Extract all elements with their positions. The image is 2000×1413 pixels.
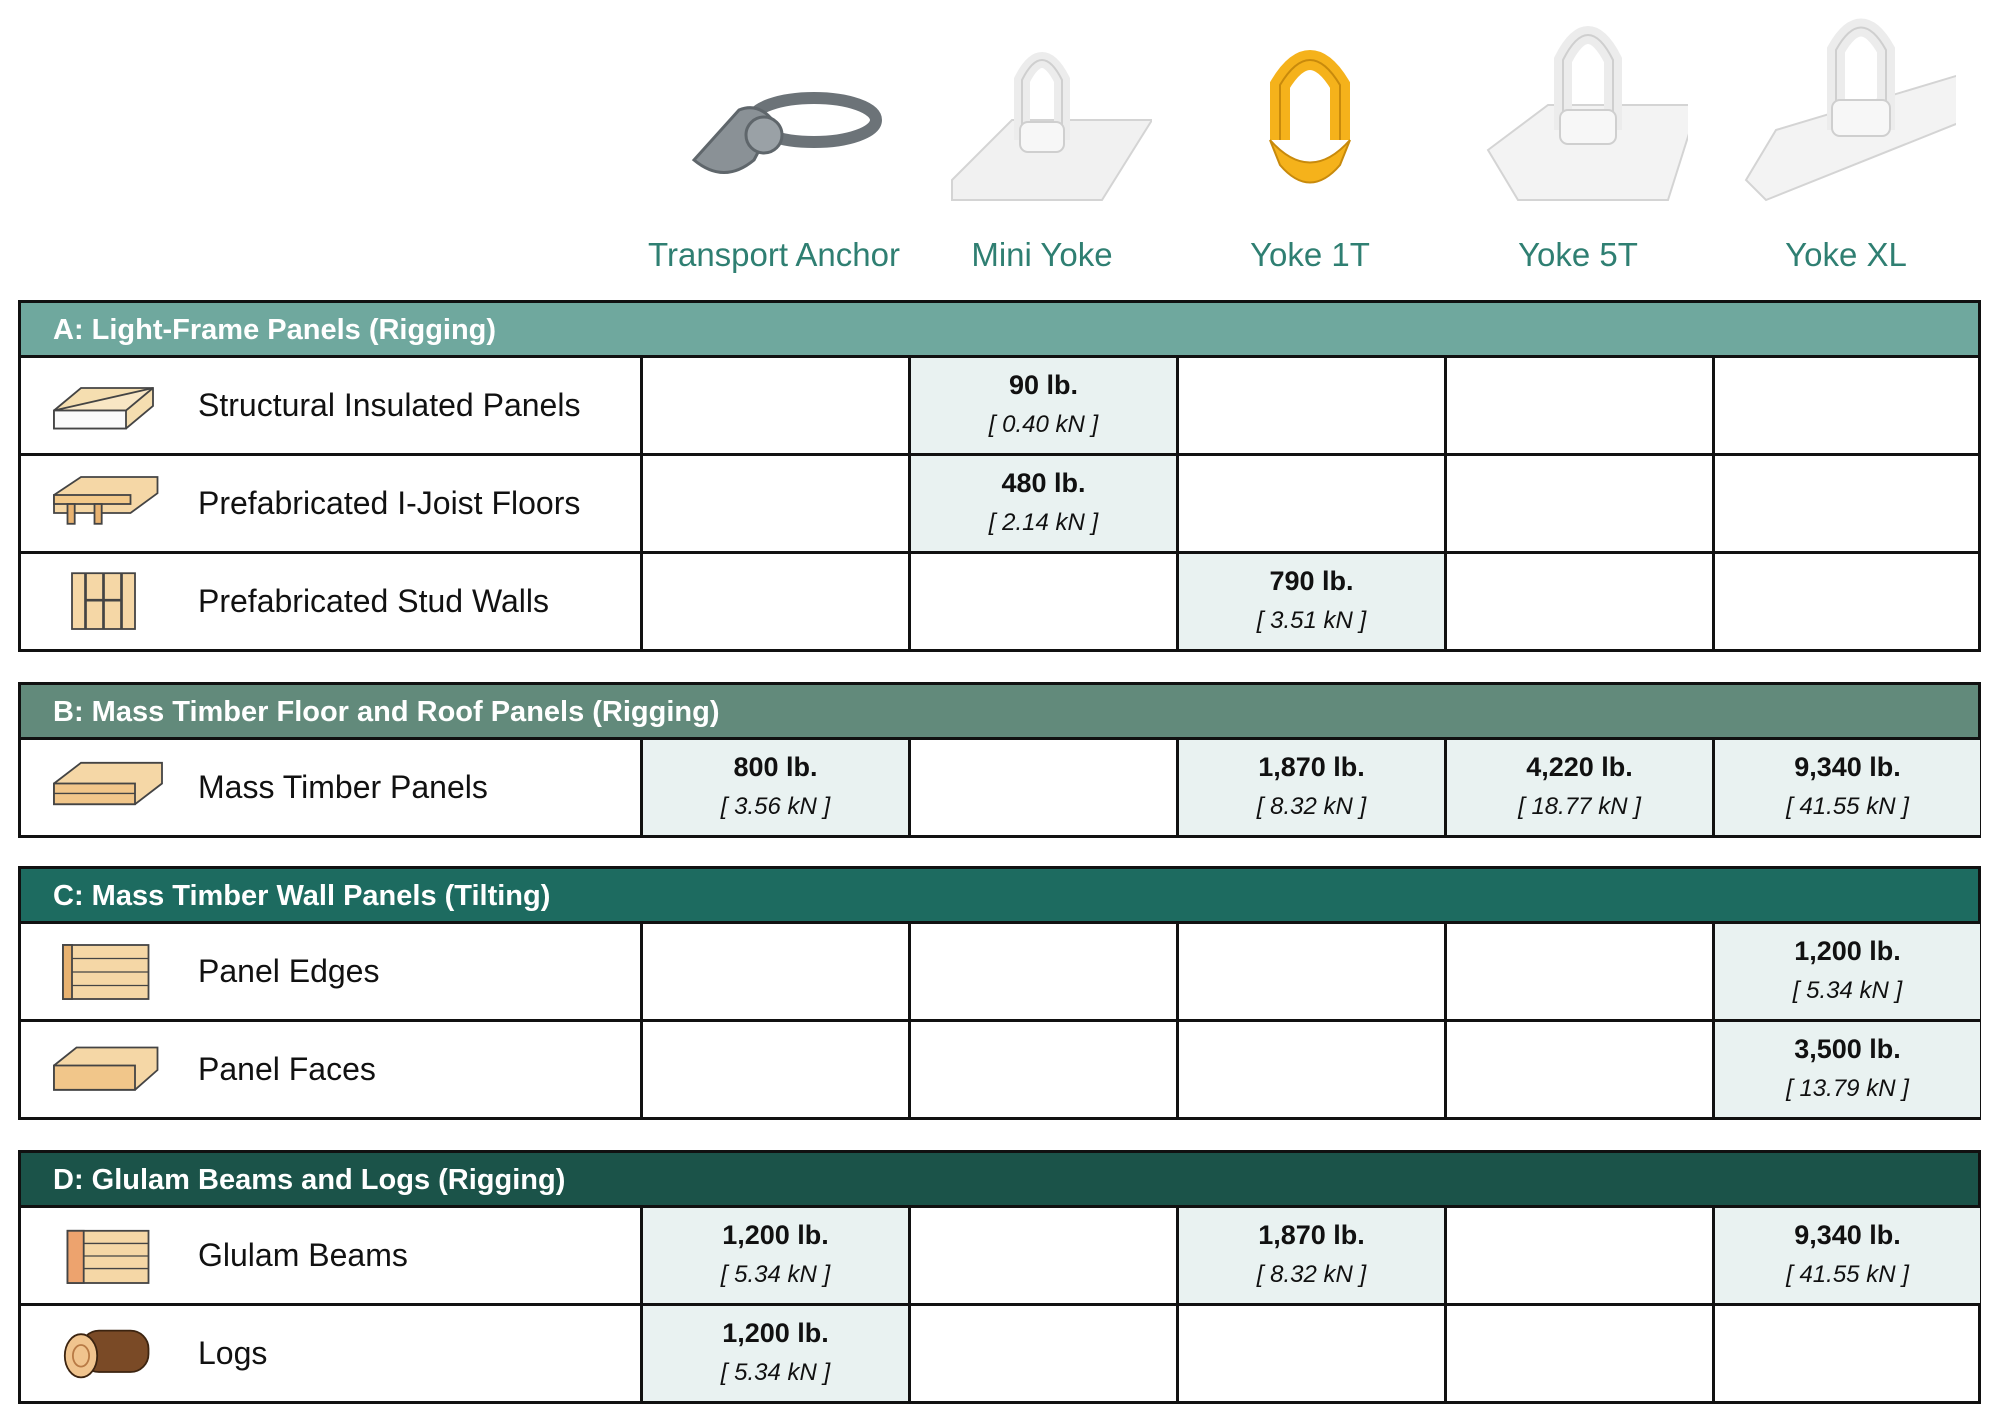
capacity-kn: [ 5.34 kN ] xyxy=(720,1261,831,1288)
table-row xyxy=(21,554,1978,649)
table-row xyxy=(21,358,1978,456)
empty-cell xyxy=(911,1022,1179,1117)
empty-cell xyxy=(911,924,1179,1019)
empty-cell xyxy=(1179,924,1447,1019)
capacity-kn: [ 18.77 kN ] xyxy=(1518,793,1641,820)
capacity-kn: [ 2.14 kN ] xyxy=(988,509,1099,536)
capacity-cell xyxy=(1179,554,1447,649)
empty-cell xyxy=(911,740,1179,835)
mass-timber-panel-icon xyxy=(43,752,173,824)
product-mini-yoke xyxy=(908,0,1176,290)
empty-cell xyxy=(1179,456,1447,551)
log-icon xyxy=(43,1318,173,1390)
row-label: Panel Faces xyxy=(198,1051,376,1087)
mini-yoke-icon xyxy=(932,10,1152,210)
empty-cell xyxy=(911,554,1179,649)
row-label-cell xyxy=(21,1306,643,1401)
capacity-lb: 1,200 lb. xyxy=(1794,936,1901,966)
product-yoke-5t xyxy=(1444,0,1712,290)
capacity-kn: [ 8.32 kN ] xyxy=(1256,793,1367,820)
capacity-cell xyxy=(1715,924,1980,1019)
i-joist-floor-icon xyxy=(43,468,173,540)
empty-cell xyxy=(643,456,911,551)
table-row xyxy=(21,1022,1978,1117)
section-glulam-logs xyxy=(18,1150,1981,1404)
empty-cell xyxy=(1715,456,1980,551)
empty-cell xyxy=(1715,358,1980,453)
section-mass-timber-wall xyxy=(18,866,1981,1120)
capacity-cell xyxy=(911,456,1179,551)
product-transport-anchor xyxy=(640,0,908,290)
product-header xyxy=(0,0,2000,290)
product-yoke-1t xyxy=(1176,0,1444,290)
row-label-cell xyxy=(21,1022,643,1117)
glulam-beam-icon xyxy=(43,1220,173,1292)
row-label: Logs xyxy=(198,1335,268,1371)
capacity-cell xyxy=(643,1208,911,1303)
product-name: Yoke 1T xyxy=(1250,236,1370,273)
row-label: Glulam Beams xyxy=(198,1237,408,1273)
row-label-cell xyxy=(21,358,643,453)
product-name: Transport Anchor xyxy=(648,236,900,273)
capacity-lb: 9,340 lb. xyxy=(1794,1220,1901,1250)
empty-cell xyxy=(1447,924,1715,1019)
row-label-cell xyxy=(21,740,643,835)
section-light-frame-panels xyxy=(18,300,1981,652)
row-label: Structural Insulated Panels xyxy=(198,387,581,423)
empty-cell xyxy=(1179,1022,1447,1117)
capacity-lb: 790 lb. xyxy=(1269,566,1354,596)
capacity-lb: 1,870 lb. xyxy=(1258,1220,1365,1250)
row-label: Prefabricated Stud Walls xyxy=(198,583,549,619)
empty-cell xyxy=(1715,1306,1980,1401)
capacity-cell xyxy=(1715,1022,1980,1117)
capacity-kn: [ 41.55 kN ] xyxy=(1786,793,1909,820)
empty-cell xyxy=(643,554,911,649)
capacity-lb: 4,220 lb. xyxy=(1526,752,1633,782)
empty-cell xyxy=(643,358,911,453)
capacity-cell xyxy=(1179,1208,1447,1303)
capacity-lb: 3,500 lb. xyxy=(1794,1034,1901,1064)
empty-cell xyxy=(1447,554,1715,649)
empty-cell xyxy=(1447,1306,1715,1401)
empty-cell xyxy=(1447,1022,1715,1117)
capacity-lb: 1,870 lb. xyxy=(1258,752,1365,782)
yoke-1t-icon xyxy=(1200,10,1420,210)
section-header: B: Mass Timber Floor and Roof Panels (Rigging) xyxy=(21,685,1978,740)
stud-wall-icon xyxy=(43,566,173,638)
yoke-xl-icon xyxy=(1736,10,1956,210)
empty-cell xyxy=(643,924,911,1019)
panel-face-icon xyxy=(43,1034,173,1106)
empty-cell xyxy=(1447,1208,1715,1303)
capacity-cell xyxy=(1179,740,1447,835)
empty-cell xyxy=(1715,554,1980,649)
section-header: C: Mass Timber Wall Panels (Tilting) xyxy=(21,869,1978,924)
row-label: Mass Timber Panels xyxy=(198,769,488,805)
row-label-cell xyxy=(21,554,643,649)
capacity-cell xyxy=(643,740,911,835)
table-row xyxy=(21,740,1978,835)
capacity-cell xyxy=(1447,740,1715,835)
transport-anchor-icon xyxy=(664,10,884,210)
empty-cell xyxy=(911,1208,1179,1303)
capacity-lb: 1,200 lb. xyxy=(722,1318,829,1348)
table-row xyxy=(21,1208,1978,1306)
product-name: Yoke XL xyxy=(1785,236,1907,273)
table-row xyxy=(21,456,1978,554)
capacity-kn: [ 13.79 kN ] xyxy=(1786,1075,1909,1102)
section-header: D: Glulam Beams and Logs (Rigging) xyxy=(21,1153,1978,1208)
product-name: Yoke 5T xyxy=(1518,236,1638,273)
empty-cell xyxy=(911,1306,1179,1401)
capacity-kn: [ 5.34 kN ] xyxy=(1792,977,1903,1004)
panel-edge-icon xyxy=(43,936,173,1008)
table-row xyxy=(21,924,1978,1022)
capacity-kn: [ 3.56 kN ] xyxy=(720,793,831,820)
empty-cell xyxy=(1447,456,1715,551)
capacity-lb: 1,200 lb. xyxy=(722,1220,829,1250)
capacity-kn: [ 41.55 kN ] xyxy=(1786,1261,1909,1288)
empty-cell xyxy=(1179,358,1447,453)
row-label-cell xyxy=(21,924,643,1019)
row-label: Prefabricated I-Joist Floors xyxy=(198,485,581,521)
table-row xyxy=(21,1306,1978,1401)
row-label-cell xyxy=(21,456,643,551)
capacity-cell xyxy=(1715,740,1980,835)
capacity-lb: 90 lb. xyxy=(1008,370,1079,400)
capacity-kn: [ 0.40 kN ] xyxy=(988,411,1099,438)
capacity-lb: 480 lb. xyxy=(1001,468,1086,498)
empty-cell xyxy=(643,1022,911,1117)
capacity-kn: [ 3.51 kN ] xyxy=(1256,607,1367,634)
sip-panel-icon xyxy=(43,370,173,442)
capacity-cell xyxy=(911,358,1179,453)
section-mass-timber-floor-roof xyxy=(18,682,1981,838)
empty-cell xyxy=(1179,1306,1447,1401)
section-header: A: Light-Frame Panels (Rigging) xyxy=(21,303,1978,358)
row-label-cell xyxy=(21,1208,643,1303)
row-label: Panel Edges xyxy=(198,953,380,989)
capacity-lb: 9,340 lb. xyxy=(1794,752,1901,782)
product-yoke-xl xyxy=(1712,0,1980,290)
yoke-5t-icon xyxy=(1468,10,1688,210)
capacity-kn: [ 5.34 kN ] xyxy=(720,1359,831,1386)
capacity-lb: 800 lb. xyxy=(733,752,818,782)
capacity-cell xyxy=(643,1306,911,1401)
empty-cell xyxy=(1447,358,1715,453)
capacity-kn: [ 8.32 kN ] xyxy=(1256,1261,1367,1288)
product-name: Mini Yoke xyxy=(971,236,1113,273)
capacity-cell xyxy=(1715,1208,1980,1303)
